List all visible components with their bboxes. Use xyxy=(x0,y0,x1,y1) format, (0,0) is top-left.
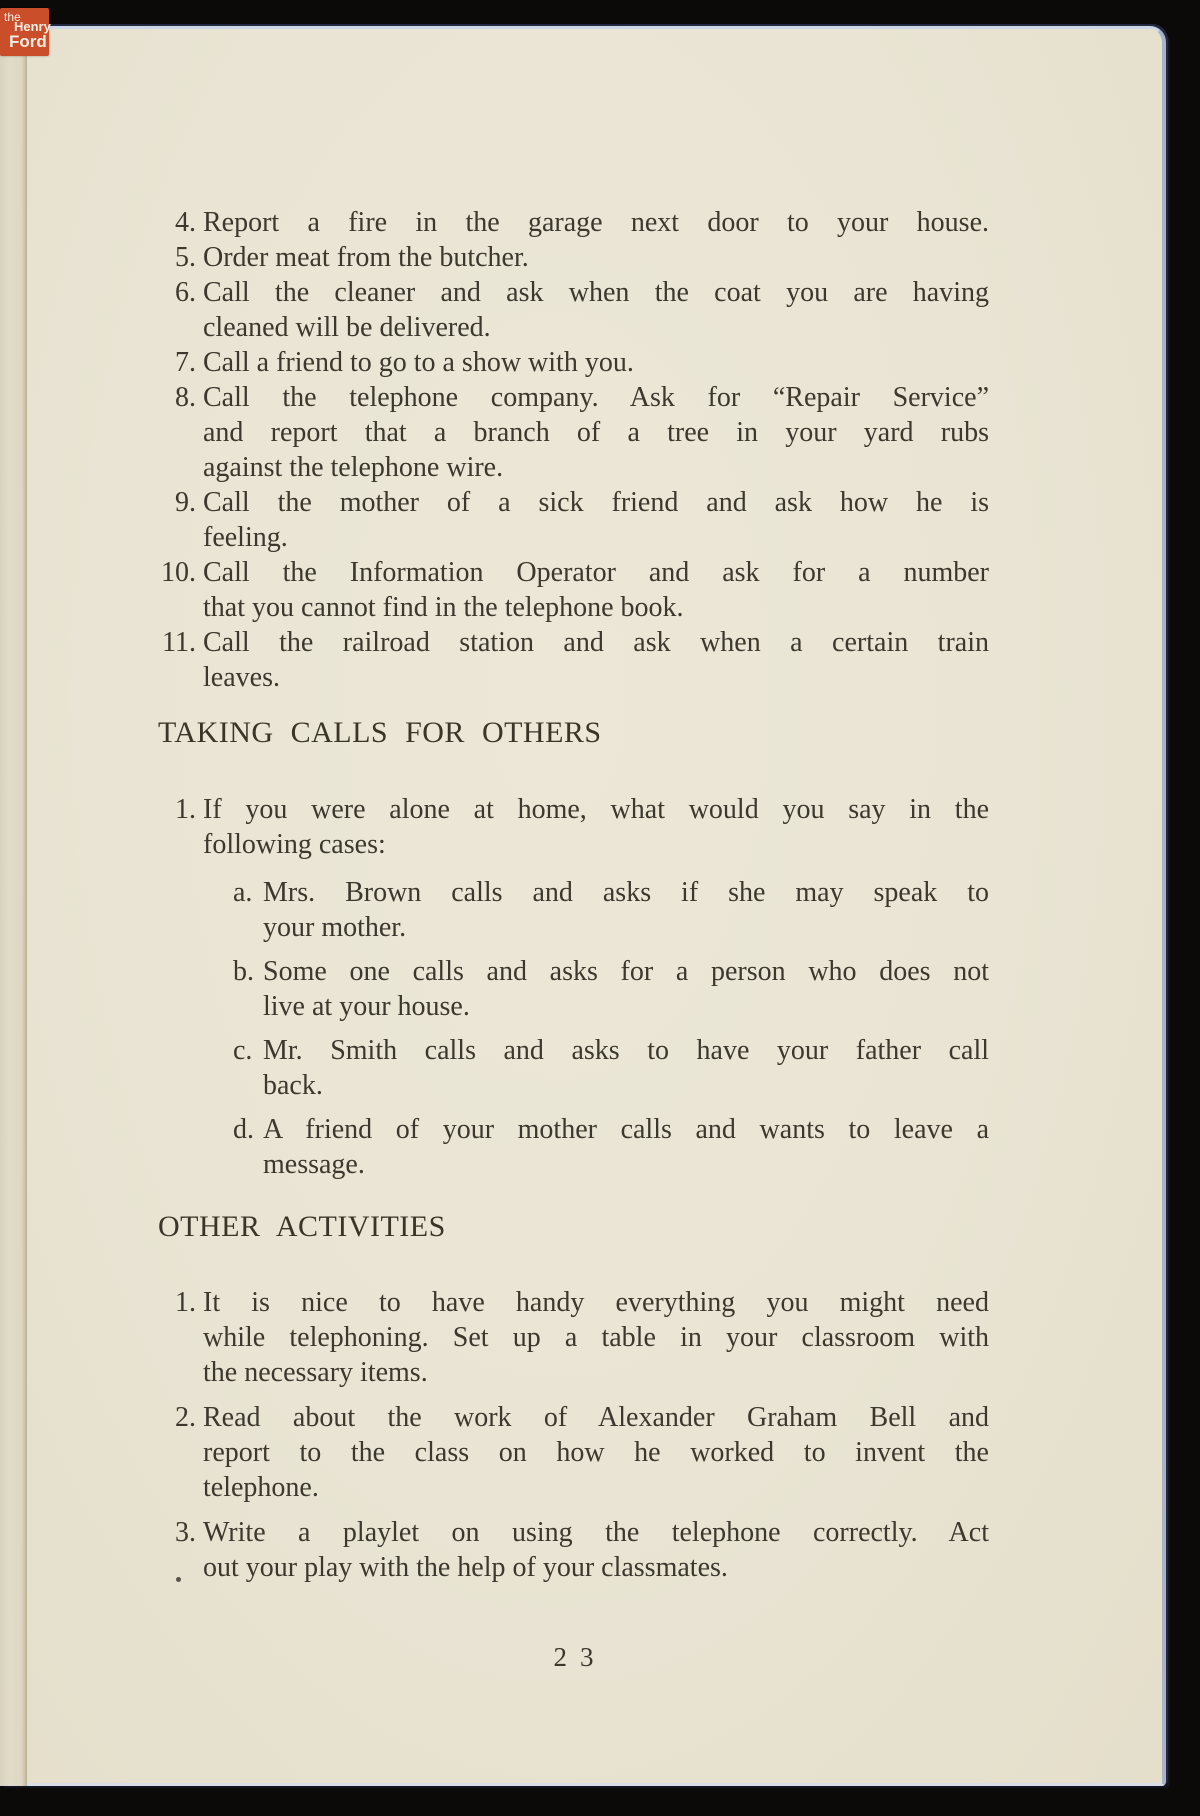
other-activities-list xyxy=(154,1285,989,1595)
text-line: report to the class on how he worked to invent the xyxy=(203,1437,989,1468)
section-heading-other-activities: OTHER ACTIVITIES xyxy=(158,1210,446,1243)
text-line: cleaned will be delivered. xyxy=(203,312,491,343)
list-item xyxy=(154,1400,989,1505)
text-line: Call the mother of a sick friend and ask how he is xyxy=(203,487,989,518)
item-number: 3. xyxy=(175,1517,196,1548)
logo-text-the: the xyxy=(4,10,21,24)
list-item xyxy=(154,205,989,240)
item-number: d. xyxy=(233,1114,254,1145)
item-text xyxy=(263,1112,989,1182)
text-line: that you cannot find in the telephone book. xyxy=(203,592,684,623)
item-number: 5. xyxy=(175,242,196,273)
list-item xyxy=(233,875,989,945)
item-number: 4. xyxy=(175,207,196,238)
item-text xyxy=(263,875,989,945)
text-line: back. xyxy=(263,1070,323,1101)
item-text xyxy=(203,625,989,695)
text-line: feeling. xyxy=(203,522,288,553)
list-item xyxy=(154,1285,989,1390)
text-line: If you were alone at home, what would you say in the xyxy=(203,794,989,825)
item-number: c. xyxy=(233,1035,253,1066)
item-number: 7. xyxy=(175,347,196,378)
item-text xyxy=(263,1033,989,1103)
text-line: your mother. xyxy=(263,912,407,943)
print-artifact-dot xyxy=(176,1577,181,1582)
list-item xyxy=(154,625,989,695)
item-number: b. xyxy=(233,956,254,987)
list-item xyxy=(233,1112,989,1182)
item-text xyxy=(203,205,989,240)
item-number: 1. xyxy=(175,1287,196,1318)
item-text xyxy=(203,1285,989,1390)
item-number: 6. xyxy=(175,277,196,308)
item-text xyxy=(203,555,989,625)
text-line: while telephoning. Set up a table in your classroom with xyxy=(203,1322,989,1353)
text-line: live at your house. xyxy=(263,991,470,1022)
text-line: Call a friend to go to a show with you. xyxy=(203,347,634,378)
item-number: 9. xyxy=(175,487,196,518)
item-number: 11. xyxy=(162,627,196,658)
item-text xyxy=(203,380,989,485)
list-item xyxy=(154,485,989,555)
taking-calls-intro-list xyxy=(154,792,989,862)
text-line: the necessary items. xyxy=(203,1357,428,1388)
text-line: Read about the work of Alexander Graham Bell and xyxy=(203,1402,989,1433)
item-text xyxy=(263,954,989,1024)
item-number: 1. xyxy=(175,794,196,825)
item-text xyxy=(203,792,989,862)
item-number: 10. xyxy=(161,557,196,588)
text-line: message. xyxy=(263,1149,365,1180)
page-number: 23 xyxy=(553,1642,607,1672)
item-text xyxy=(203,345,989,380)
section-heading-taking-calls: TAKING CALLS FOR OTHERS xyxy=(158,716,602,749)
item-text xyxy=(203,1515,989,1585)
list-item xyxy=(154,555,989,625)
list-item xyxy=(154,1515,989,1585)
list-item xyxy=(154,345,989,380)
list-item xyxy=(233,954,989,1024)
text-line: Write a playlet on using the telephone correctly. Act xyxy=(203,1517,989,1548)
henry-ford-watermark-logo xyxy=(0,8,49,56)
text-line: Call the railroad station and ask when a certain train xyxy=(203,627,989,658)
item-number: 8. xyxy=(175,382,196,413)
text-line: Mrs. Brown calls and asks if she may speak to xyxy=(263,877,989,908)
list-item xyxy=(154,380,989,485)
item-text xyxy=(203,1400,989,1505)
item-number: 2. xyxy=(175,1402,196,1433)
text-line: telephone. xyxy=(203,1472,319,1503)
text-line: Some one calls and asks for a person who does not xyxy=(263,956,989,987)
list-item xyxy=(233,1033,989,1103)
text-line: It is nice to have handy everything you might need xyxy=(203,1287,989,1318)
text-line: and report that a branch of a tree in your yard rubs xyxy=(203,417,989,448)
list-item xyxy=(154,792,989,862)
taking-calls-cases-list xyxy=(233,875,989,1191)
exercise-list xyxy=(154,205,989,695)
text-line: Call the telephone company. Ask for “Repair Service” xyxy=(203,382,989,413)
item-text xyxy=(203,240,989,275)
logo-text-henry: Henry xyxy=(14,19,51,34)
text-line: A friend of your mother calls and wants to leave a xyxy=(263,1114,989,1145)
text-line: leaves. xyxy=(203,662,280,693)
list-item xyxy=(154,275,989,345)
item-text xyxy=(203,275,989,345)
item-text xyxy=(203,485,989,555)
text-line: Order meat from the butcher. xyxy=(203,242,529,273)
list-item xyxy=(154,240,989,275)
text-line: out your play with the help of your classmates. xyxy=(203,1552,728,1583)
text-line: Report a fire in the garage next door to your house. xyxy=(203,207,989,238)
text-line: Call the Information Operator and ask for a number xyxy=(203,557,989,588)
text-line: Mr. Smith calls and asks to have your father call xyxy=(263,1035,989,1066)
logo-text-ford: Ford xyxy=(9,32,47,51)
text-line: against the telephone wire. xyxy=(203,452,504,483)
text-line: following cases: xyxy=(203,829,386,860)
text-line: Call the cleaner and ask when the coat you are having xyxy=(203,277,989,308)
item-number: a. xyxy=(233,877,253,908)
